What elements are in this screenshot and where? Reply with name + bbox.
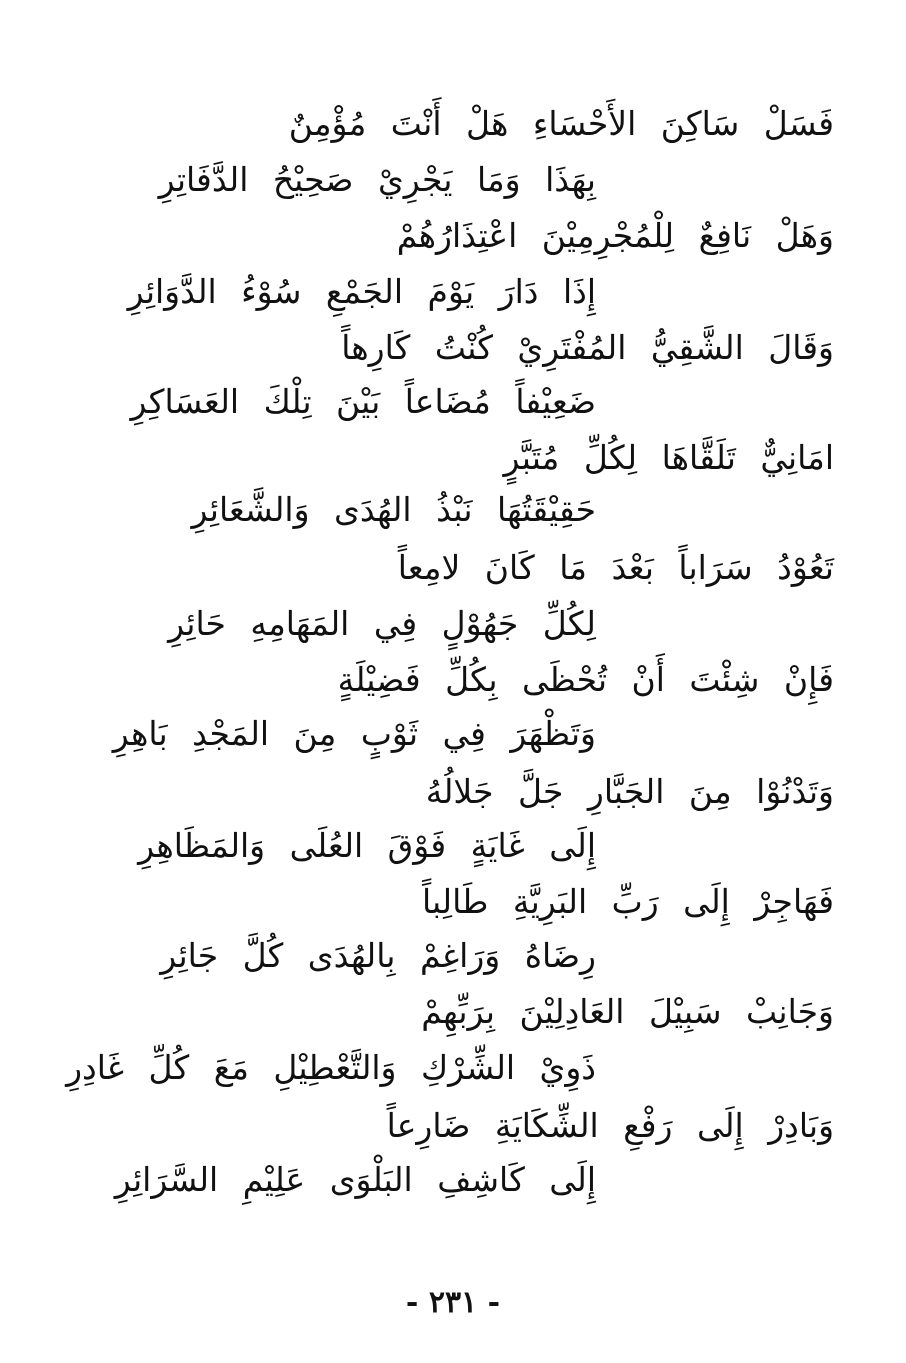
hemistich-14: إِلَى غَايَةٍ فَوْقَ العُلَى وَالمَظَاهِرِ	[138, 826, 596, 865]
hemistich-16: رِضَاهُ وَرَاغِمْ بِالهُدَى كُلَّ جَائِرِ	[160, 936, 596, 975]
hemistich-1: فَسَلْ سَاكِنَ الأَحْسَاءِ هَلْ أَنْتَ مُؤْمِنٌ	[288, 104, 834, 143]
hemistich-9: تَعُوْدُ سَرَاباً بَعْدَ مَا كَانَ لامِعاً	[397, 548, 834, 587]
hemistich-12: وَتَظْهَرَ فِي ثَوْبٍ مِنَ المَجْدِ بَاهِرِ	[112, 714, 596, 753]
hemistich-18: ذَوِيْ الشِّرْكِ وَالتَّعْطِيْلِ مَعَ كُلِّ غَادِرِ	[66, 1048, 596, 1087]
hemistich-3: وَهَلْ نَافِعٌ لِلْمُجْرِمِيْنَ اعْتِذَارُهُمْ	[396, 216, 834, 255]
hemistich-11: فَإِنْ شِئْتَ أَنْ تُحْظَى بِكُلِّ فَضِيْلَةٍ	[337, 660, 834, 699]
hemistich-15: فَهَاجِرْ إِلَى رَبِّ البَرِيَّةِ طَالِباً	[422, 882, 834, 921]
hemistich-5: وَقَالَ الشَّقِيُّ المُفْتَرِيْ كُنْتُ كَارِهاً	[341, 328, 834, 367]
hemistich-20: إِلَى كَاشِفِ البَلْوَى عَلِيْمِ السَّرَائِرِ	[114, 1160, 596, 1199]
hemistich-13: وَتَدْنُوْا مِنَ الجَبَّارِ جَلَّ جَلالُهُ	[425, 772, 834, 811]
hemistich-4: إِذَا دَارَ يَوْمَ الجَمْعِ سُوْءُ الدَّوَائِرِ	[127, 272, 596, 311]
hemistich-7: امَانِيٌّ تَلَقَّاهَا لِكُلِّ مُتَبَّرٍ	[503, 438, 834, 477]
hemistich-8: حَقِيْقَتُهَا نَبْذُ الهُدَى وَالشَّعَائِرِ	[191, 490, 596, 529]
page-number: - ٢٣١ -	[405, 1285, 501, 1320]
hemistich-17: وَجَانِبْ سَبِيْلَ العَادِلِيْنَ بِرَبِّهِمْ	[421, 992, 834, 1031]
hemistich-6: ضَعِيْفاً مُضَاعاً بَيْنَ تِلْكَ العَسَاكِرِ	[130, 382, 596, 421]
hemistich-2: بِهَذَا وَمَا يَجْرِيْ صَحِيْحُ الدَّفَاتِرِ	[158, 160, 596, 199]
hemistich-10: لِكُلِّ جَهُوْلٍ فِي المَهَامِهِ حَائِرِ	[168, 604, 596, 643]
hemistich-19: وَبَادِرْ إِلَى رَفْعِ الشِّكَايَةِ ضَارِعاً	[386, 1106, 834, 1145]
